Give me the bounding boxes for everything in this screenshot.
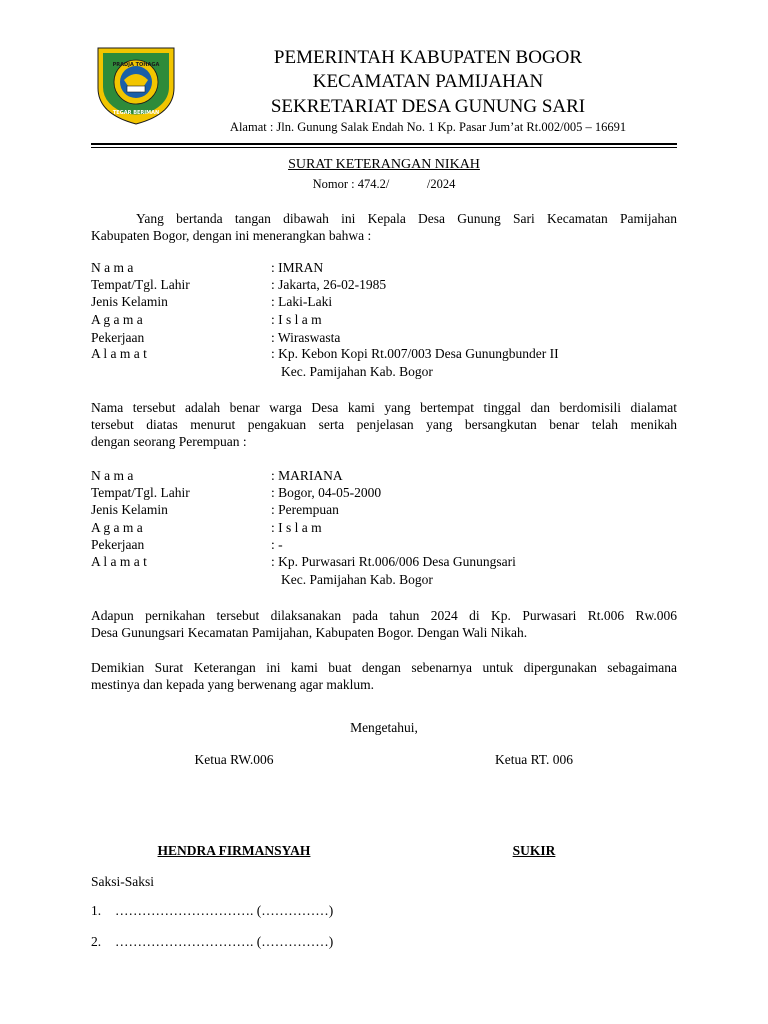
bride-value: : I s l a m (271, 520, 322, 535)
bride-label: Pekerjaan (91, 537, 145, 552)
acknowledged-label: Mengetahui, (350, 720, 418, 735)
closing-paragraph (91, 659, 677, 693)
bride-label: N a m a (91, 468, 134, 483)
header-government: PEMERINTAH KABUPATEN BOGOR (273, 47, 583, 68)
bride-address-line2: Kec. Pamijahan Kab. Bogor (281, 572, 433, 587)
groom-address-line2: Kec. Pamijahan Kab. Bogor (281, 364, 433, 379)
intro-paragraph (91, 210, 677, 244)
logo-motto-top: PRADJA TOHAGA (112, 62, 160, 68)
witness-line: …………………………. (……………) (115, 934, 334, 949)
bride-value: : Perempuan (271, 502, 339, 517)
header-secretariat: SEKRETARIAT DESA GUNUNG SARI (270, 96, 586, 117)
intro-line: Kabupaten Bogor, dengan ini menerangkan bahwa : (91, 228, 372, 243)
rw-head-title: Ketua RW.006 (194, 752, 274, 767)
bride-value: : Kp. Purwasari Rt.006/006 Desa Gunungsari (271, 554, 516, 569)
bride-label: A g a m a (91, 520, 143, 535)
groom-label: N a m a (91, 260, 134, 275)
groom-value: : Kp. Kebon Kopi Rt.007/003 Desa Gunungbunder II (271, 346, 559, 361)
closing-line: Demikian Surat Keterangan ini kami buat dengan sebenarnya untuk dipergunakan sebagaimana (91, 660, 677, 675)
bride-label: Jenis Kelamin (91, 502, 168, 517)
groom-label: A l a m a t (91, 346, 147, 361)
header-address: Alamat : Jln. Gunung Salak Endah No. 1 Kp. Pasar Jum’at Rt.002/005 – 16691 (229, 120, 627, 134)
groom-value: : IMRAN (271, 260, 324, 275)
middle-line: tersebut diatas menurut pengakuan serta penjelasan yang bersangkutan benar telah menikah (91, 417, 677, 432)
intro-line: Yang bertanda tangan dibawah ini Kepala Desa Gunung Sari Kecamatan Pamijahan (136, 211, 677, 226)
rt-head-title: Ketua RT. 006 (494, 752, 574, 767)
header-district: KECAMATAN PAMIJAHAN (312, 71, 544, 92)
bride-value: : MARIANA (271, 468, 343, 483)
letter-title: SURAT KETERANGAN NIKAH (288, 157, 480, 172)
bride-label: Tempat/Tgl. Lahir (91, 485, 190, 500)
witness-number: 2. (91, 934, 102, 949)
groom-label: A g a m a (91, 312, 143, 327)
groom-value: : Wiraswasta (271, 330, 341, 345)
witness-number: 1. (91, 903, 102, 918)
marriage-line: Desa Gunungsari Kecamatan Pamijahan, Kabupaten Bogor. Dengan Wali Nikah. (91, 625, 528, 640)
bride-label: A l a m a t (91, 554, 147, 569)
header-rule-thick (91, 143, 677, 145)
middle-line: Nama tersebut adalah benar warga Desa kami yang bertempat tinggal dan berdomisili dialamat (91, 400, 677, 415)
rt-head-name: SUKIR (512, 843, 556, 858)
marriage-line: Adapun pernikahan tersebut dilaksanakan pada tahun 2024 di Kp. Purwasari Rt.006 Rw.006 (91, 608, 677, 623)
header-rule-thin (91, 147, 677, 148)
bride-value: : Bogor, 04-05-2000 (271, 485, 382, 500)
witness-line: …………………………. (……………) (115, 903, 334, 918)
groom-label: Tempat/Tgl. Lahir (91, 277, 190, 292)
middle-line: dengan seorang Perempuan : (91, 434, 247, 449)
rw-head-name: HENDRA FIRMANSYAH (157, 843, 311, 858)
groom-value: : Laki-Laki (271, 294, 333, 309)
regency-logo (94, 44, 178, 126)
marriage-paragraph (91, 607, 677, 641)
groom-value: : I s l a m (271, 312, 322, 327)
witnesses-heading: Saksi-Saksi (91, 874, 155, 889)
closing-line: mestinya dan kepada yang berwenang agar maklum. (91, 677, 375, 692)
logo-motto-bottom: TEGAR BERIMAN (112, 110, 160, 116)
bogor-crest-icon (94, 44, 178, 126)
groom-label: Jenis Kelamin (91, 294, 168, 309)
bride-value: : - (271, 537, 283, 552)
middle-paragraph (91, 399, 677, 450)
groom-value: : Jakarta, 26-02-1985 (271, 277, 387, 292)
letter-number: Nomor : 474.2/ /2024 (312, 177, 456, 191)
groom-label: Pekerjaan (91, 330, 145, 345)
